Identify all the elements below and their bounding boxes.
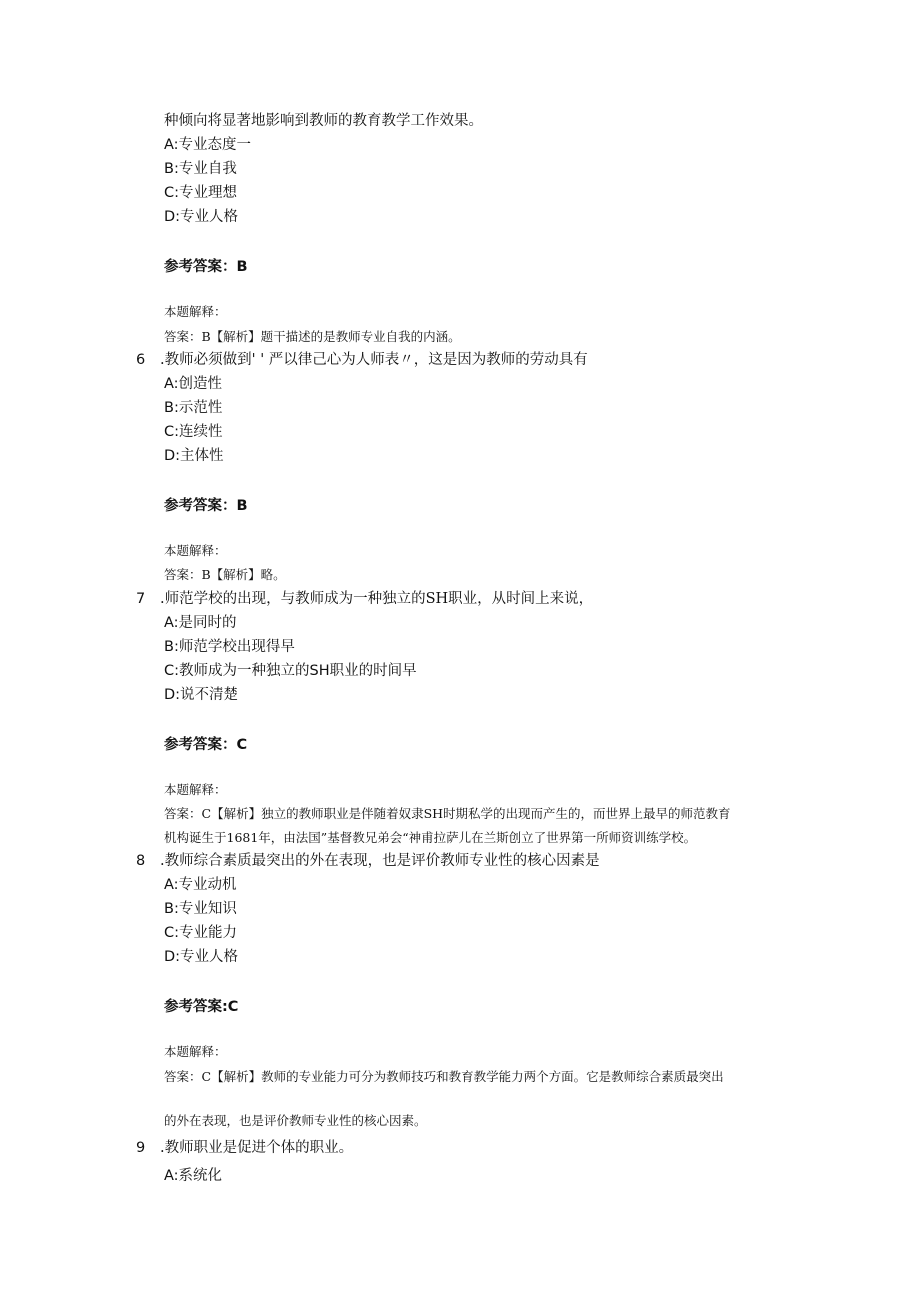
q9-option-a: A:系统化 <box>164 1168 223 1184</box>
q5-answer: 参考答案：B <box>164 259 248 275</box>
q7-option-a: A:是同时的 <box>164 615 237 631</box>
q8-explanation-heading: 本题解释： <box>164 1044 227 1059</box>
q5-explanation-heading: 本题解释： <box>164 304 227 319</box>
q6-number: 6 <box>136 352 146 368</box>
q6-stem: .教师必须做到' ' 严以律己心为人师表〃，这是因为教师的劳动具有 <box>160 352 588 368</box>
q7-explanation-line-2: 机构诞生于1681年，由法国”基督教兄弟会“神甫拉萨儿在兰斯创立了世界第一所师资训练学校。 <box>164 830 697 845</box>
q8-explanation-line-1: 答案：C【解析】教师的专业能力可分为教师技巧和教育教学能力两个方面。它是教师综合素质最突出 <box>164 1069 724 1084</box>
q6-option-a: A:创造性 <box>164 376 223 392</box>
q6-answer: 参考答案：B <box>164 498 248 514</box>
q8-option-b: B:专业知识 <box>164 901 237 917</box>
q7-number: 7 <box>136 591 146 607</box>
q8-option-d: D:专业人格 <box>164 949 239 965</box>
q7-stem: .师范学校的出现，与教师成为一种独立的SH职业，从时间上来说， <box>160 591 594 607</box>
q8-number: 8 <box>136 853 146 869</box>
q7-explanation-heading: 本题解释： <box>164 782 227 797</box>
q7-option-b: B:师范学校出现得早 <box>164 639 295 655</box>
q5-option-c: C:专业理想 <box>164 185 238 201</box>
q6-option-c: C:连续性 <box>164 424 223 440</box>
q8-option-c: C:专业能力 <box>164 925 238 941</box>
q8-answer: 参考答案:C <box>164 999 239 1015</box>
q9-number: 9 <box>136 1140 146 1156</box>
q7-option-d: D:说不清楚 <box>164 687 239 703</box>
q6-explanation-line: 答案：B【解析】略。 <box>164 567 286 582</box>
q9-stem: .教师职业是促进个体的职业。 <box>160 1140 354 1156</box>
q6-option-b: B:示范性 <box>164 400 223 416</box>
q7-option-c: C:教师成为一种独立的SH职业的时间早 <box>164 663 417 679</box>
q6-explanation-heading: 本题解释： <box>164 543 227 558</box>
q5-option-a: A:专业态度一 <box>164 137 252 153</box>
q7-answer: 参考答案：C <box>164 737 248 753</box>
q5-option-b: B:专业自我 <box>164 161 237 177</box>
q8-stem: .教师综合素质最突出的外在表现，也是评价教师专业性的核心因素是 <box>160 853 600 869</box>
q8-explanation-line-2: 的外在表现，也是评价教师专业性的核心因素。 <box>164 1113 427 1128</box>
q5-stem-continuation: 种倾向将显著地影响到教师的教育教学工作效果。 <box>164 113 483 129</box>
q5-explanation-line: 答案：B【解析】题干描述的是教师专业自我的内涵。 <box>164 329 461 344</box>
q7-explanation-line-1: 答案：C【解析】独立的教师职业是伴随着奴隶SH时期私学的出现而产生的，而世界上最早的师范教育 <box>164 806 731 821</box>
q5-option-d: D:专业人格 <box>164 209 239 225</box>
q8-option-a: A:专业动机 <box>164 877 237 893</box>
q6-option-d: D:主体性 <box>164 448 224 464</box>
